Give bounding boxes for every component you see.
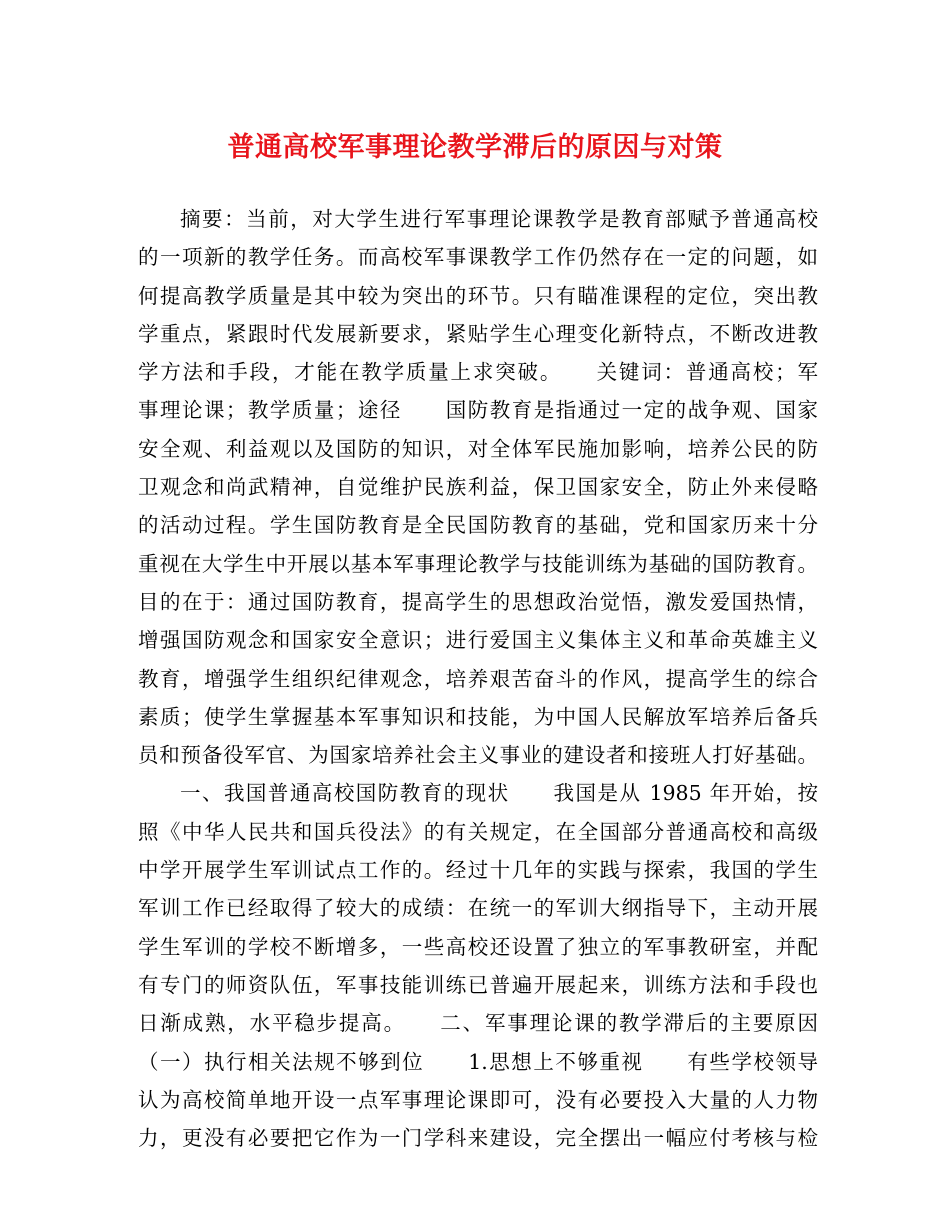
body-line: 员和预备役军官、为国家培养社会主义事业的建设者和接班人打好基础。 <box>138 743 818 768</box>
body-line: 照《中华人民共和国兵役法》的有关规定，在全国部分普通高校和高级 <box>138 819 818 844</box>
body-line: （一）执行相关法规不够到位 1.思想上不够重视 有些学校领导 <box>138 1049 818 1074</box>
body-line: 军训工作已经取得了较大的成绩：在统一的军训大纲指导下，主动开展 <box>138 896 818 921</box>
body-line: 目的在于：通过国防教育，提高学生的思想政治觉悟，激发爱国热情， <box>138 589 818 614</box>
body-line: 学重点，紧跟时代发展新要求，紧贴学生心理变化新特点，不断改进教 <box>138 321 818 346</box>
document-body <box>138 200 818 1157</box>
body-line: 中学开展学生军训试点工作的。经过十几年的实践与探索，我国的学生 <box>138 858 818 883</box>
body-line: 素质；使学生掌握基本军事知识和技能，为中国人民解放军培养后备兵 <box>138 704 818 729</box>
body-line: 教育，增强学生组织纪律观念，培养艰苦奋斗的作风，提高学生的综合 <box>138 666 818 691</box>
body-line: 的一项新的教学任务。而高校军事课教学工作仍然存在一定的问题，如 <box>138 245 818 270</box>
body-line: 认为高校简单地开设一点军事理论课即可，没有必要投入大量的人力物 <box>138 1087 818 1112</box>
body-line: 安全观、利益观以及国防的知识，对全体军民施加影响，培养公民的防 <box>138 436 818 461</box>
body-line: 学方法和手段，才能在教学质量上求突破。 关键词：普通高校；军 <box>138 360 818 385</box>
body-line: 事理论课；教学质量；途径 国防教育是指通过一定的战争观、国家 <box>138 398 818 423</box>
body-line: 力，更没有必要把它作为一门学科来建设，完全摆出一幅应付考核与检 <box>138 1126 818 1151</box>
document-title: 普通高校军事理论教学滞后的原因与对策 <box>227 132 723 163</box>
body-line: 何提高教学质量是其中较为突出的环节。只有瞄准课程的定位，突出教 <box>138 283 818 308</box>
body-line: 日渐成熟，水平稳步提高。 二、军事理论课的教学滞后的主要原因 <box>138 1011 818 1036</box>
body-line: 增强国防观念和国家安全意识；进行爱国主义集体主义和革命英雄主义 <box>138 628 818 653</box>
body-line: 卫观念和尚武精神，自觉维护民族利益，保卫国家安全，防止外来侵略 <box>138 475 818 500</box>
body-line: 有专门的师资队伍，军事技能训练已普遍开展起来，训练方法和手段也 <box>138 972 818 997</box>
body-line: 学生军训的学校不断增多，一些高校还设置了独立的军事教研室，并配 <box>138 934 818 959</box>
body-line: 重视在大学生中开展以基本军事理论教学与技能训练为基础的国防教育。 <box>138 551 818 576</box>
body-line: 一、我国普通高校国防教育的现状 我国是从 1985 年开始，按 <box>180 781 818 806</box>
body-line: 的活动过程。学生国防教育是全民国防教育的基础，党和国家历来十分 <box>138 513 818 538</box>
body-line: 摘要：当前，对大学生进行军事理论课教学是教育部赋予普通高校 <box>180 207 818 231</box>
